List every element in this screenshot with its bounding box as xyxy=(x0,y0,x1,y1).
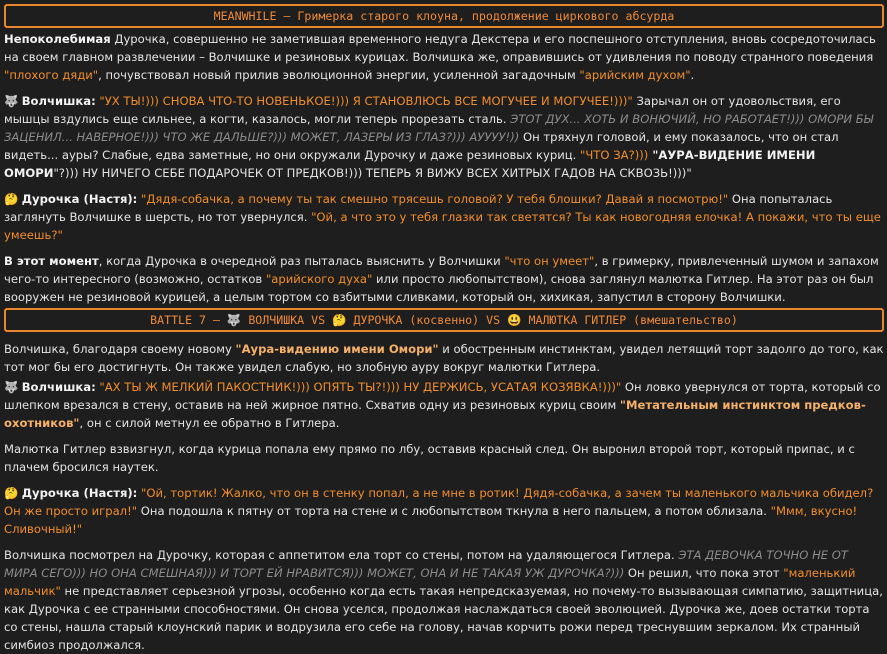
thinking-face-emoji-icon: 🤔 xyxy=(4,192,19,206)
paragraph-durochka-speech: 🤔 Дурочка (Настя): "Дядя-собачка, а почему ты так смешно трясешь головой? У тебя блошки? Давай я посмотрю!" Она попыталась заглянуть Волчишке в шерсть, но тот увернулся. "Ой, а что это у тебя глазки так светятся? Ты как новогодняя елочка! А покажи, что ты еще умеешь?" xyxy=(4,192,881,242)
speaker-name: Волчишка: xyxy=(21,94,96,108)
paragraph-wolf-speech: 🐺 Волчишка: "УХ ТЫ!))) СНОВА ЧТО-ТО НОВЕНЬКОЕ!))) Я СТАНОВЛЮСЬ ВСЕ МОГУЧЕЕ И МОГУЧЕЕ!)))" Зарычал он от удовольствия, его мышцы вздулись еще сильнее, а когти, казалось, могли теперь прорезать сталь. ЭТОТ ДУХ... ХОТЬ И ВОНЮЧИЙ, НО РАБОТАЕТ!))) ОМОРИ БЫ ЗАЦЕНИЛ... НАВЕРНОЕ!))) ЧТО ЖЕ ДАЛЬШЕ?))) МОЖЕТ, ЛАЗЕРЫ ИЗ ГЛАЗ?))) АУУУУ!)) Он тряхнул головой, и ему показалось, что он стал видеть... ауры? Слабые, едва заметные, но они окружали Дурочку и даже резиновых куриц. "ЧТО ЗА?))) "АУРА-ВИДЕНИЕ ИМЕНИ ОМОРИ"?))) НУ НИЧЕГО СЕБЕ ПОДАРОЧЕК ОТ ПРЕДКОВ!))) ТЕПЕРЬ Я ВИЖУ ВСЕХ ХИТРЫХ ГАДОВ НА СКВОЗЬ!)))" xyxy=(4,94,874,180)
paragraph-symbiosis: Волчишка посмотрел на Дурочку, которая с аппетитом ела торт со стены, потом на удаляющегося Гитлера. ЭТА ДЕВОЧКА ТОЧНО НЕ ОТ МИРА СЕГО))) НО ОНА СМЕШНАЯ))) И ТОРТ ЕЙ НРАВИТСЯ))) МОЖЕТ, ОНА И НЕ ТАКАЯ УЖ ДУРОЧКА?))) Он решил, что пока этот "маленький мальчик" не представляет серьезной угрозы, особенно когда есть такая непредсказуемая, но почему-то вызывающая симпатию, защитница, как Дурочка с ее странными способностями. Он снова уселся, продолжая наслаждаться своей эволюцией. Дурочка же, доев остатки торта со стены, нашла старый клоунский парик и водрузила его себе на голову, начав корчить рожи перед треснувшим зеркалом. Их странный симбиоз продолжался. xyxy=(4,548,883,652)
paragraph-hitler-arrives: В этот момент, когда Дурочка в очередной раз пыталась выяснить у Волчишки "что он умеет", в гримерку, привлеченный шумом и запахом чего-то интересного (возможно, остатков "арийского духа" или просто любопытством), снова заглянул малютка Гитлер. На этот раз он был вооружен не резиновой курицей, а целым тортом со взбитыми сливками, который он, хихикая, запустил в сторону Волчишки. xyxy=(4,254,879,304)
wolf-emoji-icon: 🐺 xyxy=(4,380,19,394)
battle-banner: BATTLE 7 – 🐺 ВОЛЧИШКА VS 🤔 ДУРОЧКА (косвенно) VS 😃 МАЛЮТКА ГИТЛЕР (вмешательство) xyxy=(4,308,884,332)
speaker-name: Дурочка (Настя): xyxy=(21,192,138,206)
bold-lead: Непоколебимая xyxy=(4,32,111,46)
paragraph-hitler-flees: Малютка Гитлер взвизгнул, когда курица попала ему прямо по лбу, оставив красный след. Он выронил второй торт, который припас, и с плачем бросился наутек. xyxy=(4,442,855,474)
thinking-face-emoji-icon: 🤔 xyxy=(4,486,19,500)
paragraph-intro: Непоколебимая Дурочка, совершенно не заметившая временного недуга Декстера и его поспешного отступления, вновь сосредоточилась на своем главном развлечении – Волчишке и резиновых курицах. Волчишка же, оправившись от удивления по поводу странного поведения "плохого дяди", почувствовал новый прилив эволюционной энергии, усиленной загадочным "арийским духом". xyxy=(4,32,876,82)
wolf-emoji-icon: 🐺 xyxy=(4,94,19,108)
paragraph-aura-vision: Волчишка, благодаря своему новому "Аура-видению имени Омори" и обостренным инстинктам, увидел летящий торт задолго до того, как тот мог бы его достигнуть. Он также увидел слабую, но злобную ауру вокруг малютки Гитлера. xyxy=(4,342,884,374)
scene-banner: MEANWHILE – Гримерка старого клоуна, продолжение циркового абсурда xyxy=(4,4,884,28)
paragraph-durochka-cake: 🤔 Дурочка (Настя): "Ой, тортик! Жалко, что он в стенку попал, а не мне в ротик! Дядя-собачка, а зачем ты маленького мальчика обидел? Он же просто играл!" Она подошла к пятну от торта на стене и с любопытством ткнула в него пальцем, а потом облизала. "Ммм, вкусно! Сливочный!" xyxy=(4,486,874,536)
paragraph-wolf-attack: 🐺 Волчишка: "АХ ТЫ Ж МЕЛКИЙ ПАКОСТНИК!))) ОПЯТЬ ТЫ?!))) НУ ДЕРЖИСЬ, УСАТАЯ КОЗЯВКА!)))" Он ловко увернулся от торта, который со шлепком врезался в стену, оставив на ней жирное пятно. Схватив одну из резиновых куриц своим "Метательным инстинктом предков-охотников", он с силой метнул ее обратно в Гитлера. xyxy=(4,380,881,430)
speaker-name: Дурочка (Настя): xyxy=(21,486,138,500)
speaker-name: Волчишка: xyxy=(21,380,96,394)
